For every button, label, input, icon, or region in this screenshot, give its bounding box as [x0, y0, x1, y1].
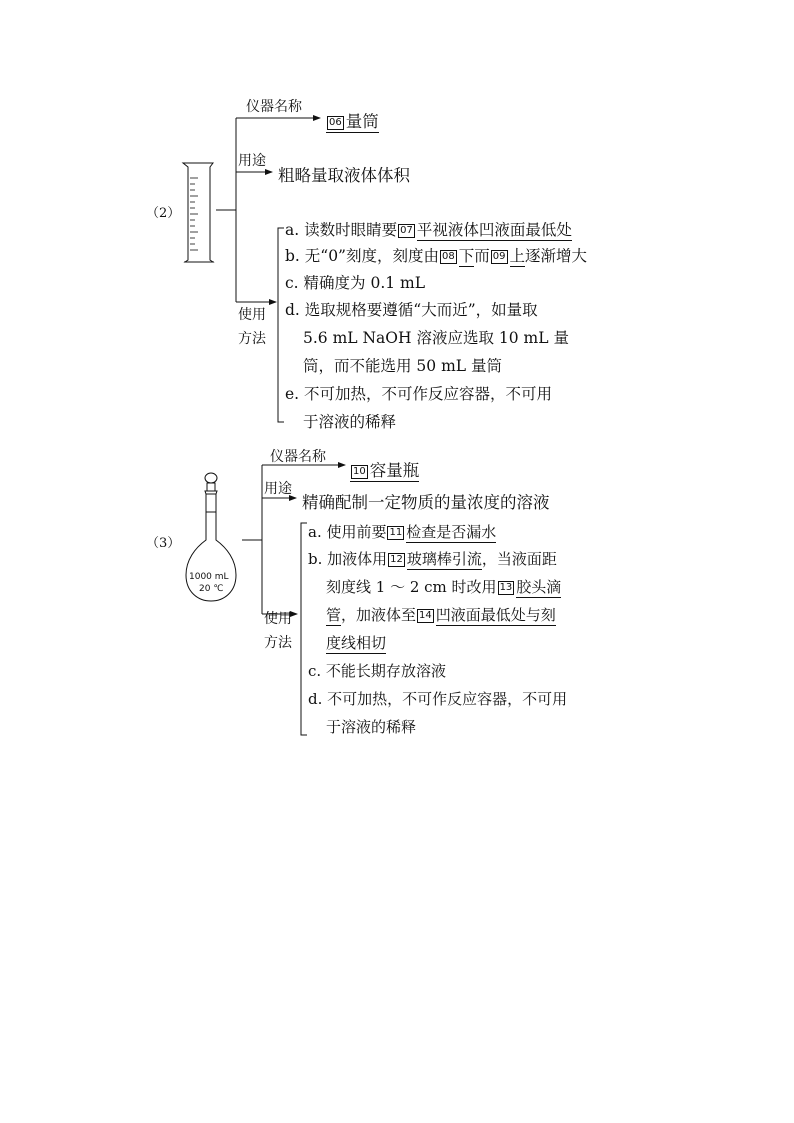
- section-3-use-value: 精确配制一定物质的量浓度的溶液: [302, 493, 550, 512]
- section-2-item-d-line1: d. 选取规格要遵循“大而近”，如量取: [285, 301, 538, 319]
- section-2-method-label-1: 使用: [238, 307, 266, 323]
- section-2-name-value: 量筒: [345, 112, 379, 131]
- answer-text: 玻璃棒引流: [406, 550, 482, 568]
- flask-temperature-label: 20 ℃: [199, 584, 224, 594]
- section-3-item-b-line1: b. 加液体用 12 玻璃棒引流，当液面距: [308, 550, 557, 568]
- section-2-item-e-line2: 于溶液的稀释: [303, 413, 397, 431]
- blank-number-box: 08: [442, 251, 455, 262]
- section-3-item-b-line3: 管，加液体至 14 凹液面最低处与刻: [326, 606, 556, 624]
- blank-number-box: 14: [419, 610, 432, 621]
- section-2-item-a: a. 读数时眼睛要 07 平视液体凹液面最低处: [285, 221, 572, 239]
- section-3-method-label-2: 方法: [264, 635, 292, 651]
- answer-text: 上: [509, 247, 526, 265]
- answer-text: 平视液体凹液面最低处: [416, 221, 572, 239]
- section-3-name-answer: [350, 457, 419, 481]
- section-3-item-b-line2: 刻度线 1 ～ 2 cm 时改用 13 胶头滴: [326, 578, 562, 596]
- blank-number-box: 11: [389, 527, 403, 538]
- blank-number-box: 12: [390, 554, 403, 565]
- section-2-use-value: 粗略量取液体体积: [278, 166, 410, 185]
- section-3-item-a: a. 使用前要 11 检查是否漏水: [308, 523, 497, 541]
- section-2-item-b: b. 无“0”刻度，刻度由 08 下而 09 上逐渐增大: [285, 247, 588, 265]
- blank-number-box: 10: [353, 466, 366, 477]
- answer-text: 下: [458, 247, 475, 265]
- section-2-name-answer: [326, 108, 379, 132]
- section-3-number: （3）: [146, 536, 181, 551]
- blank-number-box: 07: [400, 225, 413, 236]
- section-3-name-label: 仪器名称: [270, 449, 326, 465]
- section-2-method-label-2: 方法: [238, 331, 266, 347]
- section-2-number: （2）: [146, 206, 181, 221]
- section-3-item-d-line1: d. 不可加热，不可作反应容器，不可用: [308, 690, 568, 708]
- section-3-method-label-1: 使用: [264, 611, 292, 627]
- section-2-item-d-line2: 5.6 mL NaOH 溶液应选取 10 mL 量: [303, 329, 569, 347]
- section-3-item-b-line4: [326, 632, 386, 653]
- answer-text: 胶头滴: [516, 578, 562, 596]
- section-2-name-label: 仪器名称: [246, 99, 302, 115]
- section-3-item-d-line2: 于溶液的稀释: [326, 718, 417, 736]
- blank-number-box: 09: [492, 251, 506, 262]
- section-3-item-c: c. 不能长期存放溶液: [308, 662, 446, 680]
- answer-text: 度线相切: [326, 634, 387, 652]
- answer-text: 凹液面最低处与刻: [435, 606, 556, 624]
- answer-text: 检查是否漏水: [406, 523, 497, 541]
- section-2-use-label: 用途: [238, 153, 266, 169]
- flask-volume-label: 1000 mL: [189, 572, 229, 582]
- blank-number-box: 13: [499, 582, 513, 593]
- section-3-use-label: 用途: [264, 481, 292, 497]
- section-2-item-c: c. 精确度为 0.1 mL: [285, 274, 426, 292]
- section-3-name-value: 容量瓶: [369, 461, 420, 480]
- answer-text: 管: [326, 606, 342, 624]
- section-2-item-e-line1: e. 不可加热，不可作反应容器，不可用: [285, 385, 553, 403]
- graduated-cylinder-icon: [183, 163, 214, 262]
- blank-number-box: 06: [329, 117, 342, 128]
- section-2-item-d-line3: 筒，而不能选用 50 mL 量筒: [303, 357, 502, 375]
